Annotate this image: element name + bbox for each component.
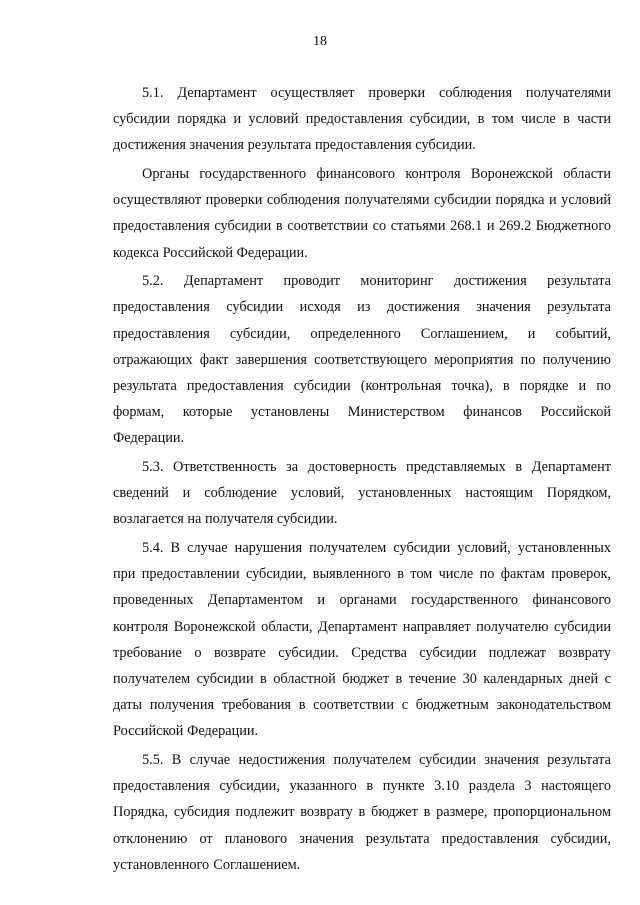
paragraph-5-5: 5.5. В случае недостижения получателем субсидии значения результата предоставления субсидии, указанного в пункте 3.10 раздела 3 настоящего Порядка, субсидия подлежит возврату в бюджет в размере, пропорциональном отклонению от планового значения результата предоставления субсидии, установленного Соглашением. bbox=[113, 752, 611, 873]
paragraph-5-3: 5.3. Ответственность за достоверность представляемых в Департамент сведений и соблюдение условий, установленных настоящим Порядком, возлагается на получателя субсидии. bbox=[113, 459, 611, 528]
paragraph-5-1: 5.1. Департамент осуществляет проверки соблюдения получателями субсидии порядка и условий предоставления субсидии, в том числе в части достижения значения результата предоставления субсидии. bbox=[113, 85, 611, 154]
paragraph-control-bodies: Органы государственного финансового контроля Воронежской области осуществляют проверки соблюдения получателями субсидии порядка и условий предоставления субсидии в соответствии со статьями 268.1 и 269.2 Бюджетного кодекса Российской Федерации. bbox=[113, 166, 611, 261]
document-body bbox=[113, 80, 611, 880]
paragraph-5-2: 5.2. Департамент проводит мониторинг достижения результата предоставления субсидии исходя из достижения значения результата предоставления субсидии, определенного Соглашением, и событий, отражающих факт завершения соответствующего мероприятия по получению результата предоставления субсидии (контрольная точка), в порядке и по формам, которые установлены Министерством финансов Российской Федерации. bbox=[113, 273, 611, 447]
page-number: 18 bbox=[313, 34, 327, 49]
paragraph-5-4: 5.4. В случае нарушения получателем субсидии условий, установленных при предоставлении субсидии, выявленного в том числе по фактам проверок, проведенных Департаментом и органами государственного финансового контроля Воронежской области, Департамент направляет получателю субсидии требование о возврате субсидии. Средства субсидии подлежат возврату получателем субсидии в областной бюджет в течение 30 календарных дней с даты получения требования в соответствии с бюджетным законодательством Российской Федерации. bbox=[113, 540, 611, 740]
